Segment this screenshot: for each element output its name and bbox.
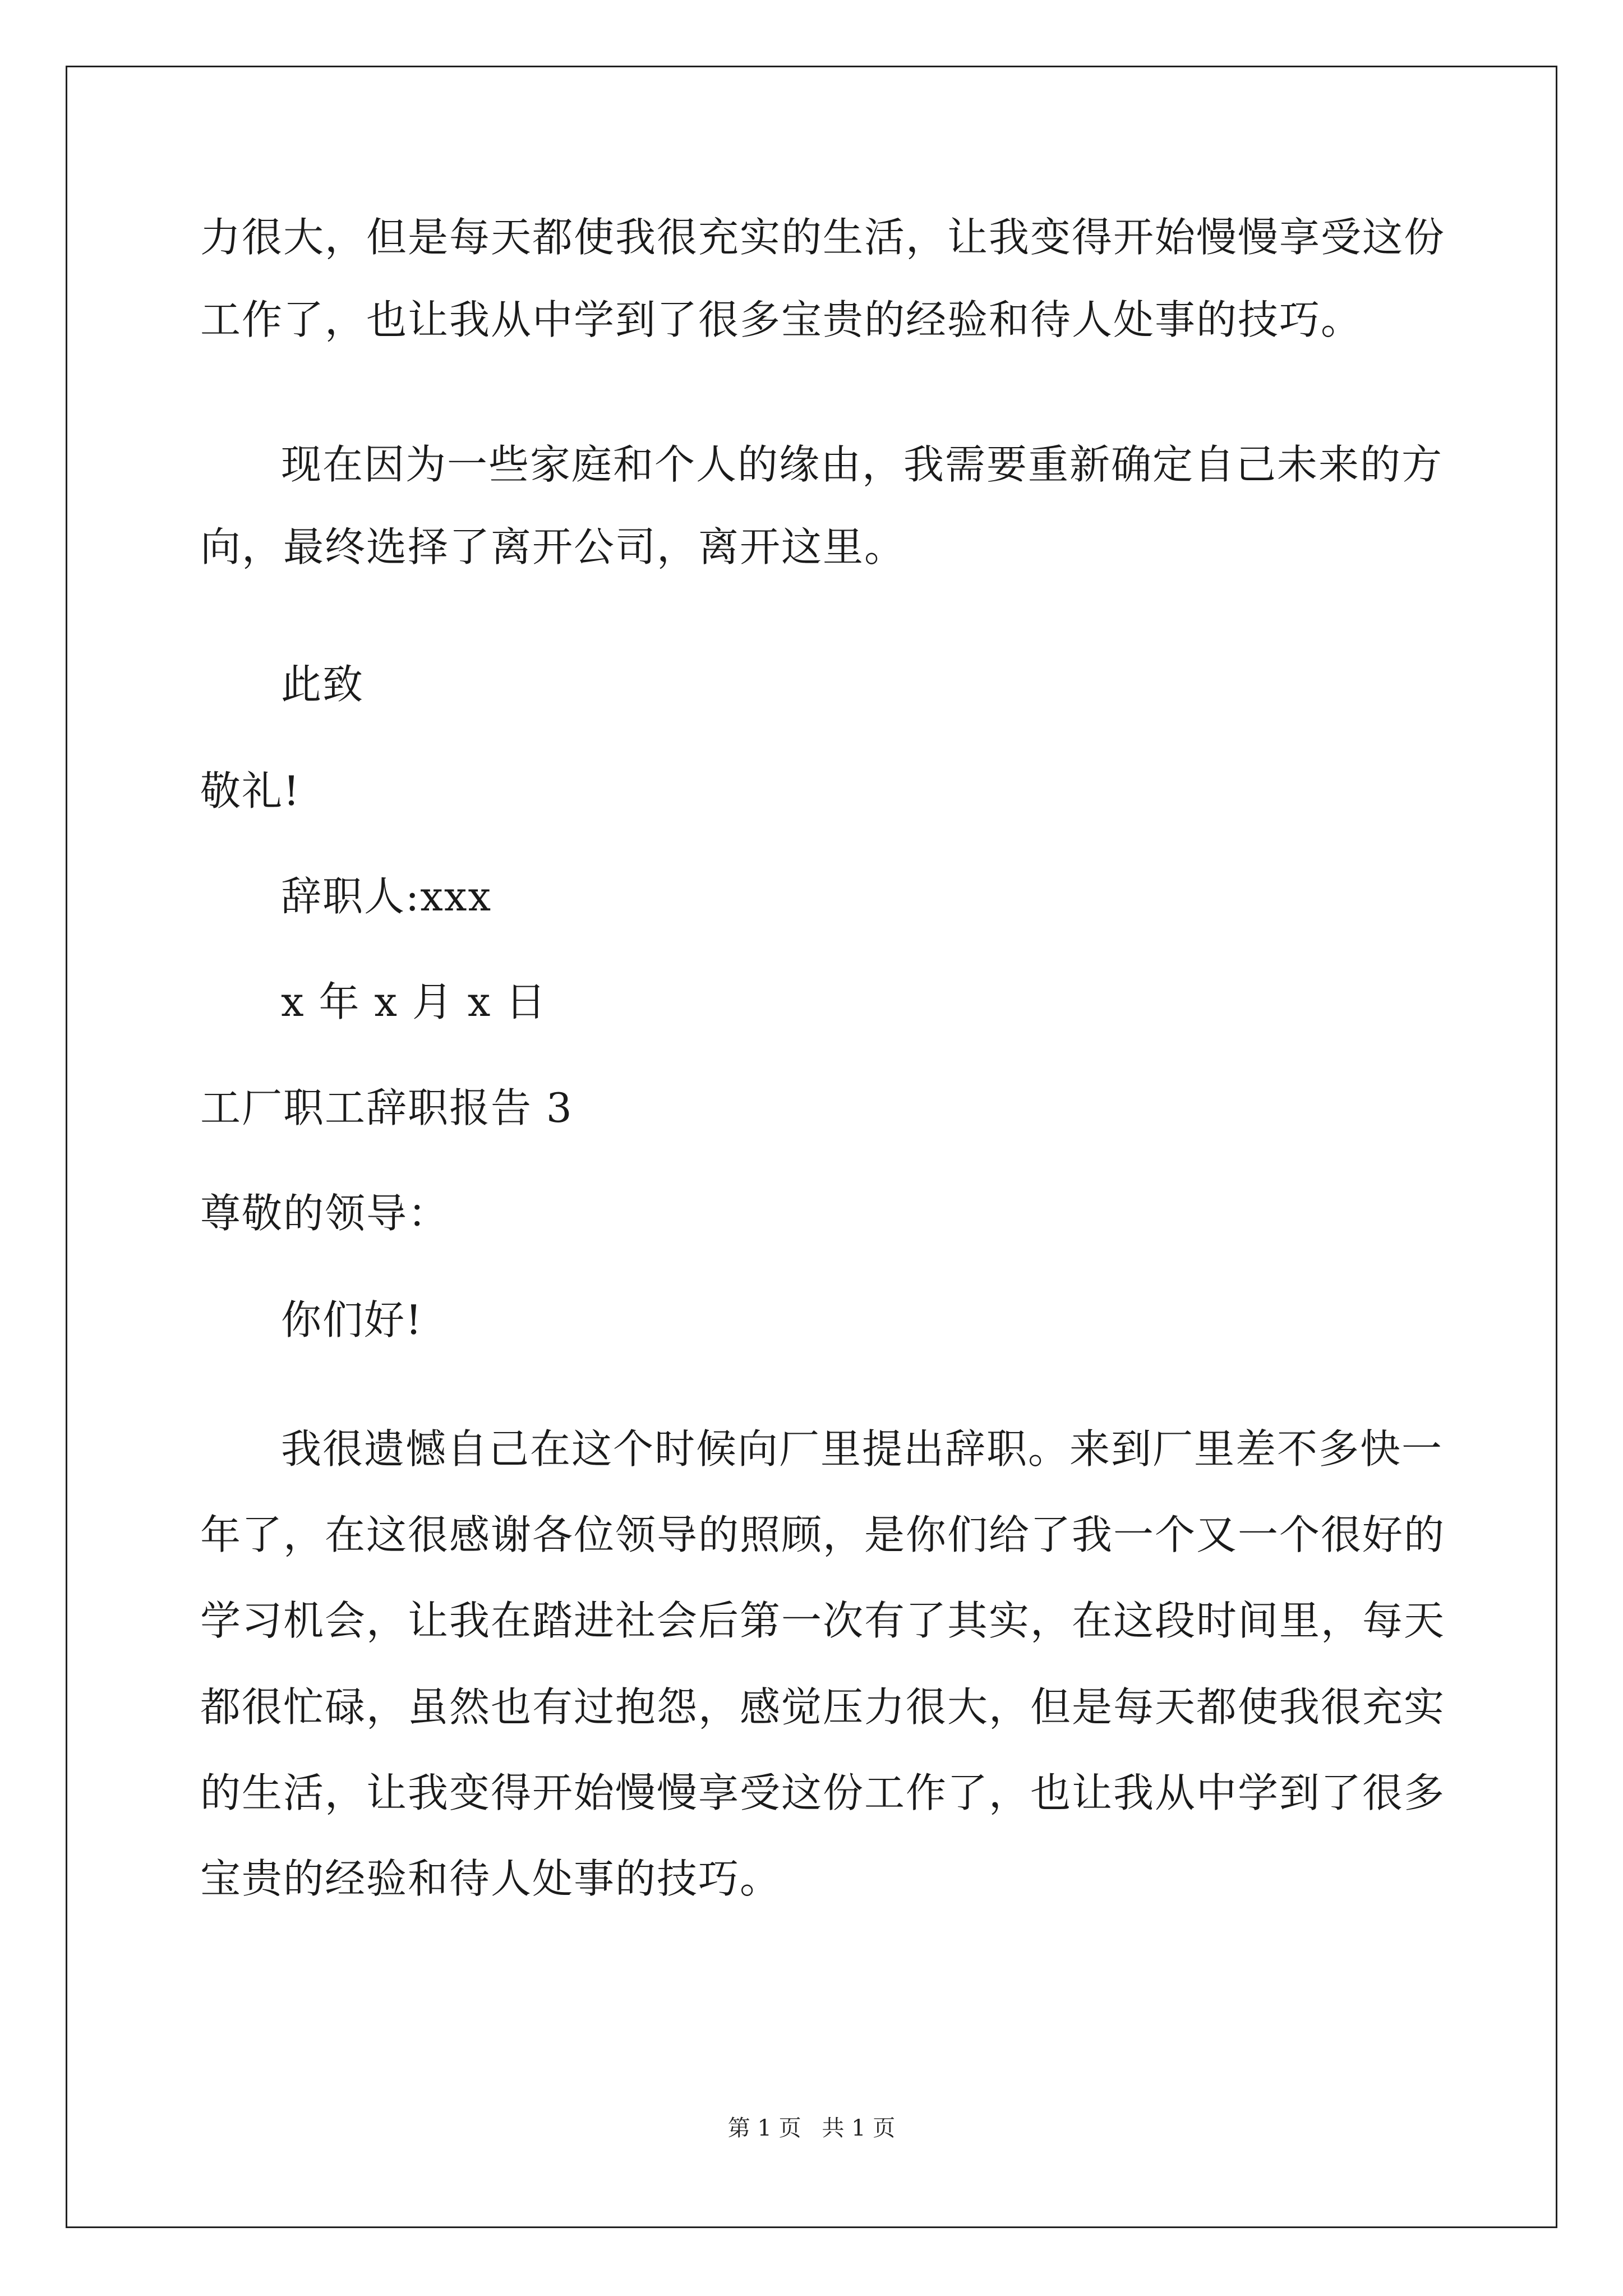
paragraph-line: 的生活，让我变得开始慢慢享受这份工作了，也让我从中学到了很多	[200, 1769, 1446, 1816]
greeting-line: 尊敬的领导：	[200, 1190, 450, 1237]
paragraph-line: 工作了，也让我从中学到了很多宝贵的经验和待人处事的技巧。	[200, 296, 1363, 343]
section-title: 工厂职工辞职报告 3	[200, 1084, 573, 1131]
signature-line: 辞职人:xxx	[281, 873, 492, 920]
paragraph-line: 我很遗憾自己在这个时候向厂里提出辞职。来到厂里差不多快一	[281, 1425, 1444, 1473]
paragraph-line: 力很大，但是每天都使我很充实的生活，让我变得开始慢慢享受这份	[200, 214, 1446, 261]
salutation-line: 敬礼!	[200, 767, 301, 815]
paragraph-line: 年了，在这很感谢各位领导的照顾，是你们给了我一个又一个很好的	[200, 1511, 1446, 1558]
greeting-line: 你们好!	[281, 1296, 423, 1343]
date-line: x 年 x 月 x 日	[281, 978, 547, 1025]
closing-line: 此致	[281, 661, 365, 708]
page-number: 第 1 页	[727, 2115, 801, 2141]
page-footer	[0, 2115, 1623, 2142]
paragraph-line: 学习机会，让我在踏进社会后第一次有了其实，在这段时间里，每天	[200, 1597, 1446, 1644]
paragraph-line: 宝贵的经验和待人处事的技巧。	[200, 1855, 782, 1902]
paragraph-line: 现在因为一些家庭和个人的缘由，我需要重新确定自己未来的方	[281, 441, 1444, 488]
page-total: 共 1 页	[822, 2115, 896, 2141]
paragraph-line: 向，最终选择了离开公司，离开这里。	[200, 523, 906, 570]
paragraph-line: 都很忙碌，虽然也有过抱怨，感觉压力很大，但是每天都使我很充实	[200, 1683, 1446, 1731]
